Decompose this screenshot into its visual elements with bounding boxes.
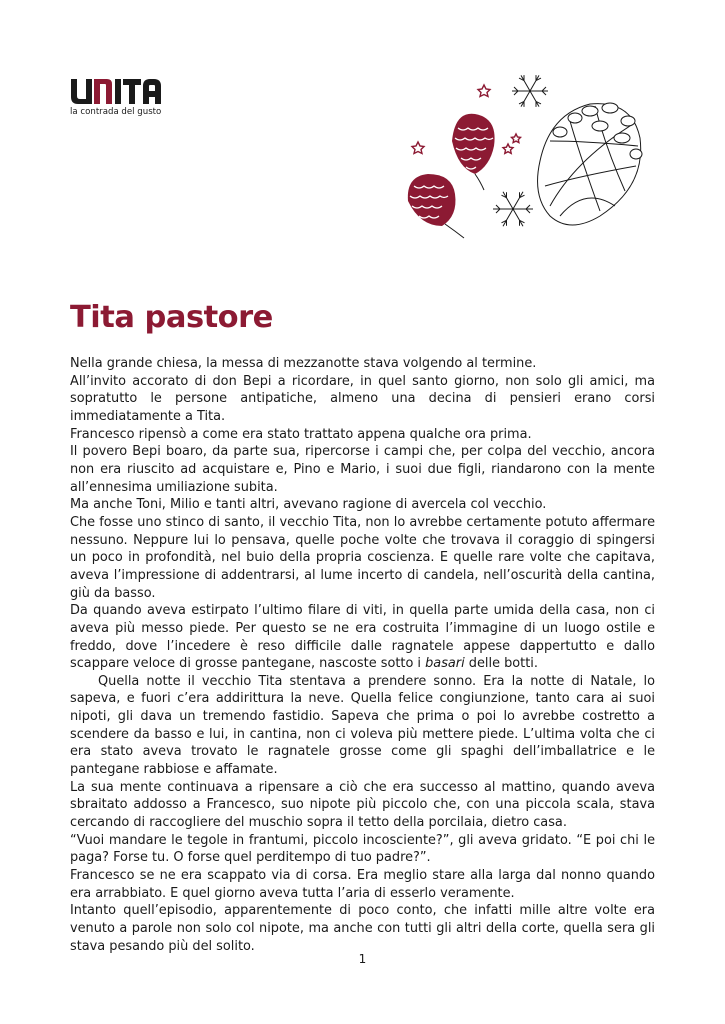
- christmas-illustration: [400, 66, 650, 251]
- star-icon: [503, 144, 513, 153]
- brand-logo: [70, 76, 170, 117]
- page-number: 1: [358, 952, 367, 966]
- paragraph: La sua mente continuava a ripensare a ciò che era successo al mattino, quando aveva sbraitato addosso a Francesco, suo nipote più piccolo che, con una piccola scala, stava cercando di raccogliere del muschio sopra il tetto della porcilaia, dietro casa.: [70, 779, 655, 831]
- snowflake-icon: [493, 192, 533, 227]
- paragraph: Quella notte il vecchio Tita stentava a prendere sonno. Era la notte di Natale, lo sapeva, e fuori c’era addirittura la neve. Quella felice congiunzione, tanto cara ai suoi nipoti, gli dava un tremendo fastidio. Sapeva che prima o poi lo avrebbe costretto a scendere da basso e lui, in cantina, non ci voleva più mettere piede. L’ultima volta che ci era stato aveva trovato le ragnatele grosse come gli spaghi dell’imballatrice e le pantegane rabbiose e affamate.: [70, 673, 655, 778]
- star-icon: [512, 134, 521, 143]
- paragraph: All’invito accorato di don Bepi a ricordare, in quel santo giorno, non solo gli amici, ma sopratutto le persone antipatiche, almeno una decina di pensieri erano corsi immediatamente a Tita.: [70, 373, 655, 424]
- pinecone-icon: [538, 103, 642, 225]
- star-icon: [412, 142, 424, 154]
- paragraph: “Vuoi mandare le tegole in frantumi, piccolo incosciente?”, gli aveva gridato. “E poi chi le paga? Forse tu. O forse quel perditempo di tuo padre?”.: [70, 832, 655, 866]
- paragraph: Francesco ripensò a come era stato trattato appena qualche ora prima.: [70, 426, 532, 442]
- pinecone-icon: [408, 174, 464, 238]
- italic-term: basari: [425, 656, 465, 672]
- paragraph: Francesco se ne era scappato via di corsa. Era meglio stare alla larga dal nonno quando era arrabbiato. E quel giorno aveva tutta l’aria di esserlo veramente.: [70, 868, 655, 901]
- star-icon: [478, 85, 490, 97]
- page-title: Tita pastore: [70, 300, 273, 335]
- paragraph: Intanto quell’episodio, apparentemente di poco conto, che infatti mille altre volte era venuto a parole non solo col nipote, ma anche con tutti gli altri della corte, quella sera gli stava pesando più del solito.: [70, 903, 655, 954]
- paragraph: Da quando aveva estirpato l’ultimo filare di viti, in quella parte umida della casa, non ci aveva più messo piede. Per questo se ne era costruita l’immagine di un luogo ostile e freddo, dove l’incedere è reso difficile dalle ragnatele appese dappertutto e dallo scappare veloce di grosse pantegane, nascoste sotto i basari delle botti.: [70, 603, 655, 672]
- snowflake-icon: [512, 75, 548, 107]
- paragraph: Il povero Bepi boaro, da parte sua, ripercorse i campi che, per colpa del vecchio, ancora non era riuscito ad acquistare e, Pino e Mario, i suoi due figli, riandarono con la mente all’ennesima umiliazione subita.: [70, 444, 655, 495]
- brand-tagline: la contrada del gusto: [70, 107, 162, 117]
- article-body: [70, 355, 655, 955]
- pinecone-icon: [452, 114, 495, 190]
- paragraph: Ma anche Toni, Milio e tanti altri, avevano ragione di avercela col vecchio.: [70, 497, 547, 513]
- unita-logo-mark: [70, 76, 162, 106]
- paragraph: Che fosse uno stinco di santo, il vecchio Tita, non lo avrebbe certamente potuto affermare nessuno. Neppure lui lo pensava, quelle poche volte che trovava il coraggio di spingersi un poco in profondità, nel buio della propria coscienza. E quelle rare volte che capitava, aveva l’impressione di addentrarsi, al lume incerto di candela, nell’oscurità della cantina, giù da basso.: [70, 514, 655, 601]
- paragraph: Nella grande chiesa, la messa di mezzanotte stava volgendo al termine.: [70, 356, 537, 371]
